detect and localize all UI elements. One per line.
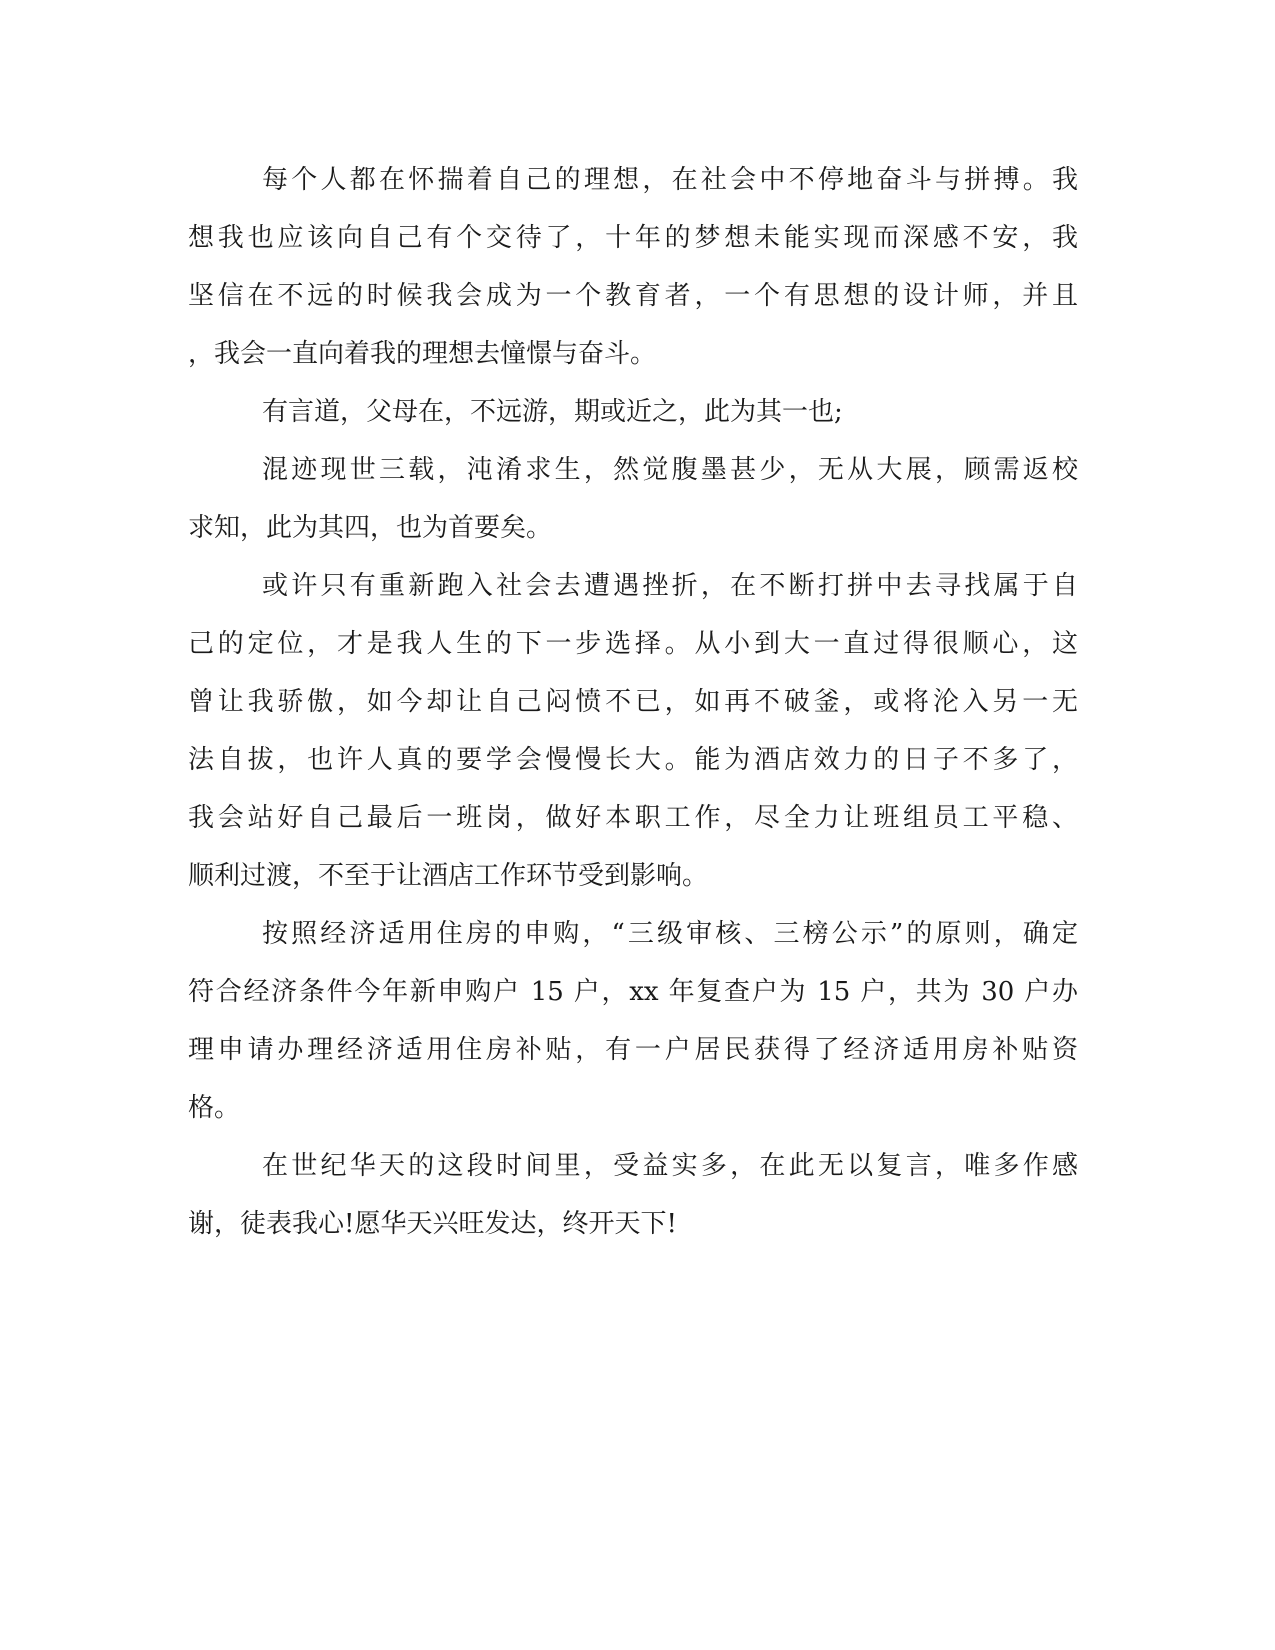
text-line: 在世纪华天的这段时间里，受益实多，在此无以复言，唯多作感 (262, 1151, 1078, 1181)
text-line: 按照经济适用住房的申购，“三级审核、三榜公示”的原则，确定 (262, 919, 1078, 949)
text-line: 有言道，父母在，不远游，期或近之，此为其一也; (262, 397, 843, 427)
text-line: 曾让我骄傲，如今却让自己闷愤不已，如再不破釜，或将沦入另一无 (188, 687, 1078, 717)
text-line: 符合经济条件今年新申购户 15 户，xx 年复查户为 15 户，共为 30 户办 (188, 977, 1078, 1007)
text-line: 己的定位，才是我人生的下一步选择。从小到大一直过得很顺心，这 (188, 629, 1078, 659)
text-line: 谢，徒表我心!愿华天兴旺发达，终开天下! (188, 1209, 677, 1239)
text-line: 每个人都在怀揣着自己的理想，在社会中不停地奋斗与拼搏。我 (262, 165, 1078, 195)
text-line: 或许只有重新跑入社会去遭遇挫折，在不断打拼中去寻找属于自 (262, 571, 1078, 601)
text-line: 混迹现世三载，沌淆求生，然觉腹墨甚少，无从大展，顾需返校 (262, 455, 1078, 485)
text-line: 顺利过渡，不至于让酒店工作环节受到影响。 (188, 861, 709, 891)
text-line: 我会站好自己最后一班岗，做好本职工作，尽全力让班组员工平稳、 (188, 803, 1078, 833)
text-line: 求知，此为其四，也为首要矣。 (188, 513, 553, 543)
text-line: 坚信在不远的时候我会成为一个教育者，一个有思想的设计师，并且 (188, 281, 1078, 311)
text-line: 法自拔，也许人真的要学会慢慢长大。能为酒店效力的日子不多了， (188, 745, 1078, 775)
text-line: 格。 (188, 1093, 241, 1123)
text-line: ，我会一直向着我的理想去憧憬与奋斗。 (188, 339, 657, 369)
text-line: 想我也应该向自己有个交待了，十年的梦想未能实现而深感不安，我 (188, 223, 1078, 253)
text-line: 理申请办理经济适用住房补贴，有一户居民获得了经济适用房补贴资 (188, 1035, 1078, 1065)
